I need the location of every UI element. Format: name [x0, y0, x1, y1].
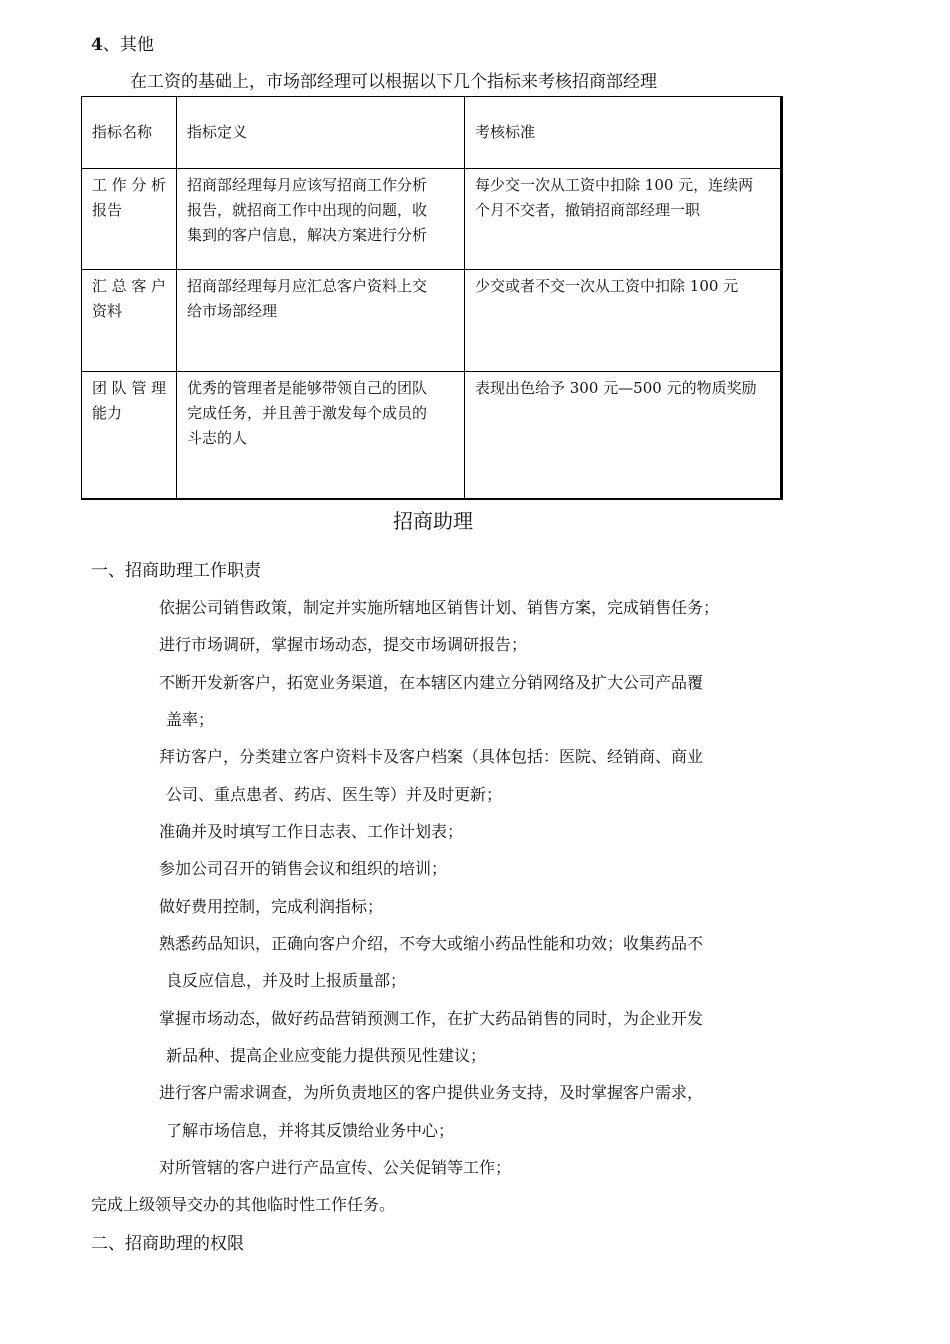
header-assessment-standard: 考核标准 — [465, 97, 782, 169]
header-indicator-definition: 指标定义 — [177, 97, 465, 169]
section-title: 招商助理 — [393, 509, 473, 533]
duty-line-continued: 盖率； — [166, 710, 215, 729]
header-indicator-name: 指标名称 — [82, 97, 177, 169]
duty-line-continued: 公司、重点患者、药店、医生等）并及时更新； — [166, 785, 503, 804]
duty-line-last: 完成上级领导交办的其他临时性工作任务。 — [91, 1195, 396, 1214]
row-standard: 每少交一次从工资中扣除 100 元，连续两 个月不交者，撤销招商部经理一职 — [465, 169, 782, 270]
duty-line: 不断开发新客户，拓宽业务渠道，在本辖区内建立分销网络及扩大公司产品覆 — [159, 673, 704, 692]
duty-line: 对所管辖的客户进行产品宣传、公关促销等工作； — [159, 1158, 512, 1177]
section-heading-duties: 一、招商助理工作职责 — [91, 561, 261, 581]
section-heading-4: 4、其他 — [91, 35, 154, 55]
row-standard: 表现出色给予 300 元—500 元的物质奖励 — [465, 372, 782, 500]
table-row — [82, 169, 782, 270]
intro-paragraph: 在工资的基础上，市场部经理可以根据以下几个指标来考核招商部经理 — [130, 72, 657, 92]
section-heading-authority: 二、招商助理的权限 — [91, 1234, 244, 1254]
duty-line: 做好费用控制，完成利润指标； — [159, 897, 384, 916]
kpi-table — [81, 96, 783, 500]
duty-line: 掌握市场动态，做好药品营销预测工作，在扩大药品销售的同时，为企业开发 — [159, 1009, 704, 1028]
duty-line-continued: 新品种、提高企业应变能力提供预见性建议； — [166, 1046, 487, 1065]
duty-line: 进行市场调研，掌握市场动态，提交市场调研报告； — [159, 635, 528, 654]
duty-line: 依据公司销售政策，制定并实施所辖地区销售计划、销售方案，完成销售任务； — [159, 598, 720, 617]
row-name: 工作分析 报告 — [82, 169, 177, 270]
duty-line: 拜访客户，分类建立客户资料卡及客户档案（具体包括：医院、经销商、商业 — [159, 747, 704, 766]
table-header-row — [82, 97, 782, 169]
duty-line: 参加公司召开的销售会议和组织的培训； — [159, 859, 448, 878]
row-definition: 优秀的管理者是能够带领自己的团队 完成任务，并且善于激发每个成员的 斗志的人 — [177, 372, 465, 500]
duty-line: 准确并及时填写工作日志表、工作计划表； — [159, 822, 464, 841]
row-definition: 招商部经理每月应该写招商工作分析 报告，就招商工作中出现的问题，收 集到的客户信息，解决方案进行分析 — [177, 169, 465, 270]
row-standard: 少交或者不交一次从工资中扣除 100 元 — [465, 270, 782, 372]
row-definition: 招商部经理每月应汇总客户资料上交 给市场部经理 — [177, 270, 465, 372]
row-name: 汇总客户 资料 — [82, 270, 177, 372]
table-row — [82, 372, 782, 500]
table-row — [82, 270, 782, 372]
row-name: 团队管理 能力 — [82, 372, 177, 500]
duty-line: 进行客户需求调查，为所负责地区的客户提供业务支持，及时掌握客户需求， — [159, 1083, 704, 1102]
duty-line: 熟悉药品知识，正确向客户介绍，不夸大或缩小药品性能和功效；收集药品不 — [159, 934, 704, 953]
duty-line-continued: 了解市场信息，并将其反馈给业务中心； — [166, 1121, 455, 1140]
duty-line-continued: 良反应信息，并及时上报质量部； — [166, 971, 407, 990]
